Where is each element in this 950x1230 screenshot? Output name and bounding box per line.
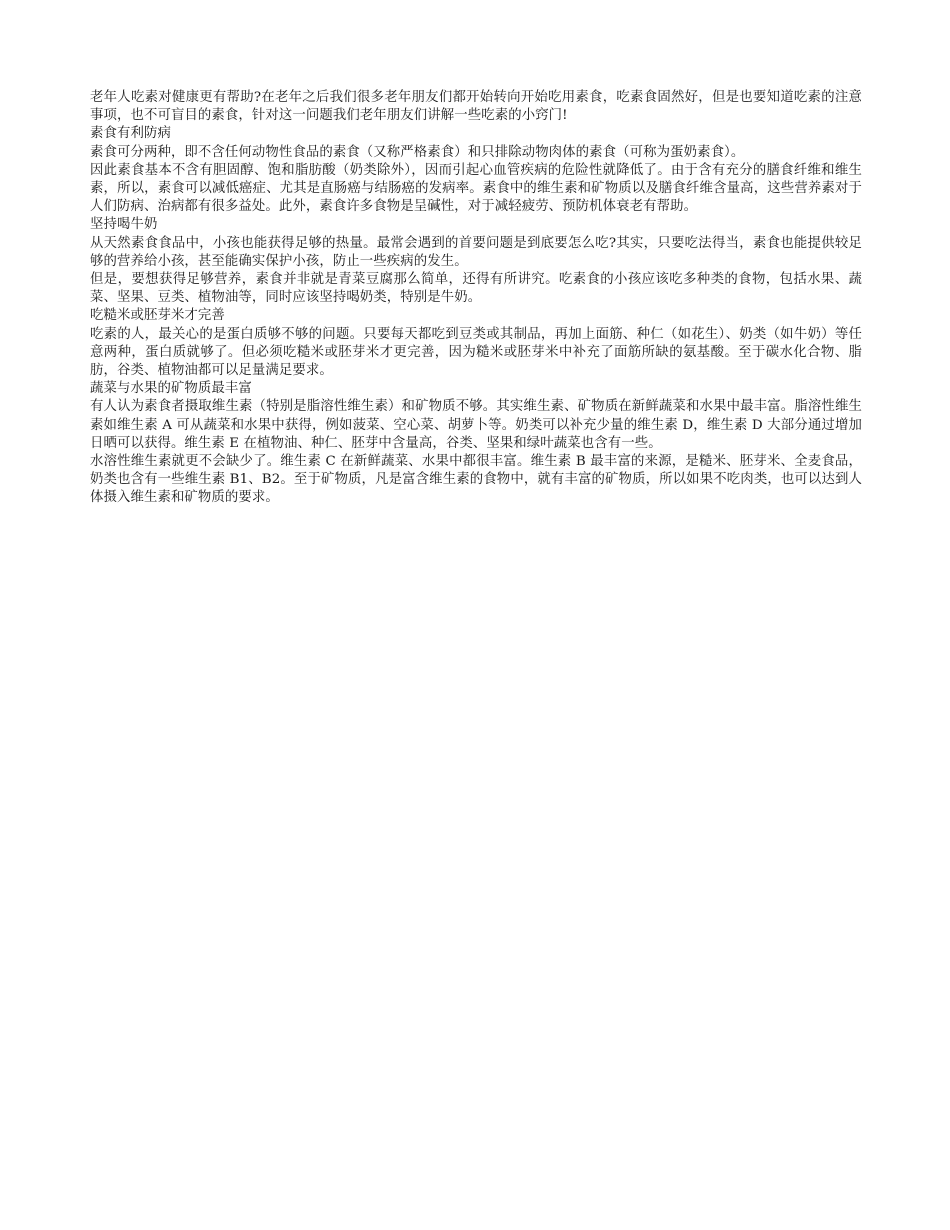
paragraph: 但是，要想获得足够营养，素食并非就是青菜豆腐那么简单，还得有所讲究。吃素食的小孩应该吃多种类的食物，包括水果、蔬菜、坚果、豆类、植物油等，同时应该坚持喝奶类，特别是牛奶。 (90, 272, 862, 306)
section-heading-brown-rice: 吃糙米或胚芽米才完善 (90, 308, 225, 324)
section-heading-milk: 坚持喝牛奶 (90, 217, 158, 233)
paragraph: 从天然素食食品中，小孩也能获得足够的热量。最常会遇到的首要问题是到底要怎么吃?其实，只要吃法得当，素食也能提供较足够的营养给小孩，甚至能确实保护小孩，防止一些疾病的发生。 (90, 235, 862, 269)
section-heading-disease-prevention: 素食有利防病 (90, 126, 171, 142)
paragraph: 有人认为素食者摄取维生素（特别是脂溶性维生素）和矿物质不够。其实维生素、矿物质在新鲜蔬菜和水果中最丰富。脂溶性维生素如维生素 A 可从蔬菜和水果中获得，例如菠菜、空心菜、胡萝卜等。奶类可以补充少量的维生素 D，维生素 D 大部分通过增加日晒可以获得。维生素 E 在植物油、种仁、胚芽中含量高，谷类、坚果和绿叶蔬菜也含有一些。 (90, 399, 862, 451)
document-body (90, 89, 862, 508)
section-heading-minerals: 蔬菜与水果的矿物质最丰富 (90, 381, 252, 397)
paragraph: 因此素食基本不含有胆固醇、饱和脂肪酸（奶类除外），因而引起心血管疾病的危险性就降低了。由于含有充分的膳食纤维和维生素，所以，素食可以减低癌症、尤其是直肠癌与结肠癌的发病率。素食中的维生素和矿物质以及膳食纤维含量高，这些营养素对于人们防病、治病都有很多益处。此外，素食许多食物是呈碱性，对于减轻疲劳、预防机体衰老有帮助。 (90, 162, 862, 215)
paragraph: 素食可分两种，即不含任何动物性食品的素食（又称严格素食）和只排除动物肉体的素食（可称为蛋奶素食）。 (90, 144, 745, 160)
intro-paragraph: 老年人吃素对健康更有帮助?在老年之后我们很多老年朋友们都开始转向开始吃用素食，吃素食固然好，但是也要知道吃素的注意事项，也不可盲目的素食，针对这一问题我们老年朋友们讲解一些吃素的小窍门! (90, 90, 862, 124)
paragraph: 吃素的人，最关心的是蛋白质够不够的问题。只要每天都吃到豆类或其制品，再加上面筋、种仁（如花生）、奶类（如牛奶）等任意两种，蛋白质就够了。但必须吃糙米或胚芽米才更完善，因为糙米或胚芽米中补充了面筋所缺的氨基酸。至于碳水化合物、脂肪，谷类、植物油都可以足量满足要求。 (90, 326, 862, 379)
paragraph: 水溶性维生素就更不会缺少了。维生素 C 在新鲜蔬菜、水果中都很丰富。维生素 B 最丰富的来源，是糙米、胚芽米、全麦食品，奶类也含有一些维生素 B1、B2。至于矿物质，凡是富含维生素的食物中，就有丰富的矿物质，所以如果不吃肉类，也可以达到人体摄入维生素和矿物质的要求。 (90, 454, 862, 506)
